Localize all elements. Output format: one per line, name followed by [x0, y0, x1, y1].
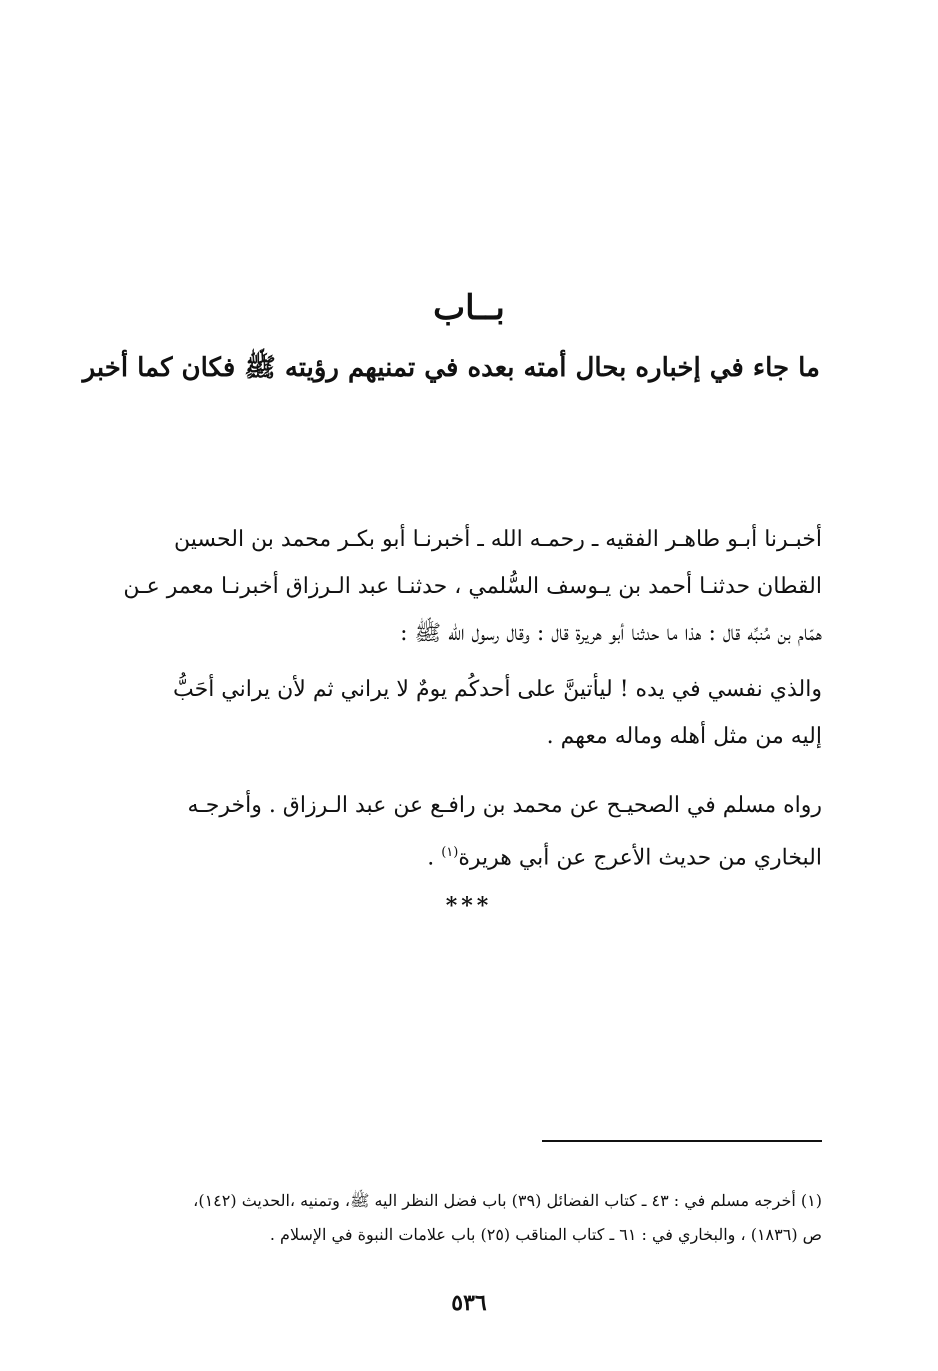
takhrij-line: رواه مسلم في الصحيـح عن محمد بن رافـع عن عبد الـرزاق . وأخرجـه	[187, 793, 822, 818]
isnad-line: همّام بن مُنبِّه قال : هذا ما حدثنا أبو هريرة قال : وقال رسول الله ﷺ :	[400, 621, 822, 646]
footnote-divider	[542, 1140, 822, 1142]
page-number: ٥٣٦	[451, 1290, 487, 1316]
footnotes	[96, 1184, 822, 1252]
footnote-reference: (١)	[441, 845, 459, 860]
hadith-line: إليه من مثل أهله وماله معهم .	[546, 724, 822, 749]
footnote-line: ص (١٨٣٦) ، والبخاري في : ٦١ ـ كتاب المناقب (٢٥) باب علامات النبوة في الإسلام .	[269, 1225, 822, 1244]
hadith-paragraph	[96, 666, 822, 760]
chapter-subtitle: ما جاء في إخباره بحال أمته بعده في تمنيهم رؤيته ﷺ فكان كما أخبر	[82, 353, 820, 383]
isnad-paragraph	[96, 516, 822, 657]
isnad-line: القطان حدثنـا أحمد بن يـوسف السُّلمي ، حدثنـا عبد الـرزاق أخبرنـا معمر عـن	[123, 574, 822, 599]
section-separator: ***	[445, 893, 493, 919]
isnad-line: أخبـرنا أبـو طاهـر الفقيه ـ رحمـه الله ـ أخبرنـا أبو بكـر محمد بن الحسين	[174, 527, 822, 552]
hadith-line: والذي نفسي في يده ! ليأتينَّ على أحدكُم يومٌ لا يراني ثم لأن يراني أحَبُّ	[173, 677, 822, 702]
takhrij-line-end: .	[427, 845, 442, 871]
footnote-line: (١) أخرجه مسلم في : ٤٣ ـ كتاب الفضائل (٣٩) باب فضل النظر اليه ﷺ، وتمنيه ،الحديث (١٤٢)،	[193, 1191, 822, 1210]
takhrij-paragraph	[96, 782, 822, 881]
takhrij-line	[96, 829, 822, 881]
takhrij-line-text: البخاري من حديث الأعرج عن أبي هريرة	[458, 845, 822, 871]
chapter-heading: بــاب	[433, 288, 505, 328]
